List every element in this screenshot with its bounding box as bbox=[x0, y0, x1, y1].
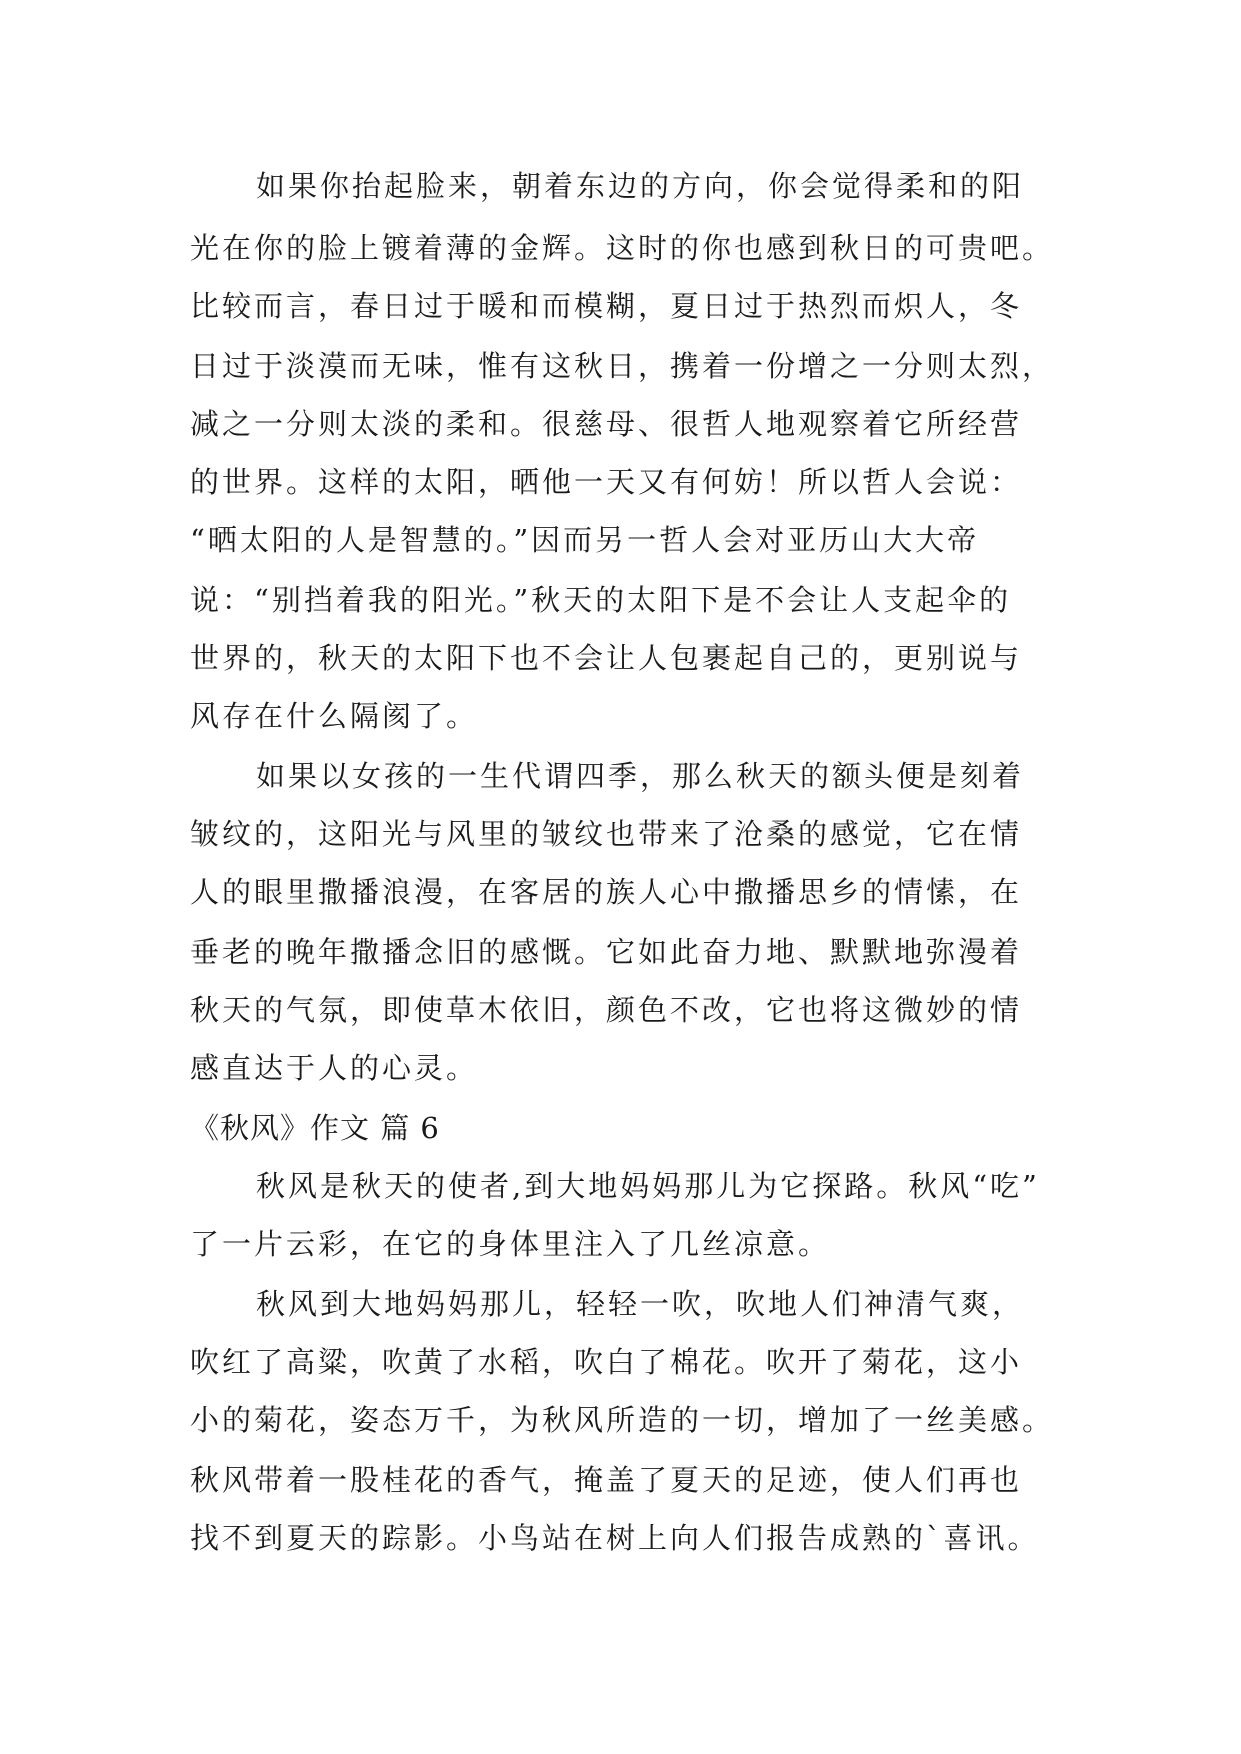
paragraph-line: 秋风到大地妈妈那儿，轻轻一吹，吹地人们神清气爽， bbox=[256, 1287, 1025, 1321]
paragraph-line: 秋风带着一股桂花的香气，掩盖了夏天的足迹，使人们再也 bbox=[190, 1463, 1023, 1497]
paragraph-line: 减之一分则太淡的柔和。很慈母、很哲人地观察着它所经营 bbox=[190, 407, 1023, 441]
paragraph-line: 垂老的晚年撒播念旧的感慨。它如此奋力地、默默地弥漫着 bbox=[190, 935, 1023, 969]
section-heading: 《秋风》作文 篇 6 bbox=[190, 1111, 440, 1145]
paragraph-line: 吹红了高粱，吹黄了水稻，吹白了棉花。吹开了菊花，这小 bbox=[190, 1345, 1023, 1379]
paragraph-line: 风存在什么隔阂了。 bbox=[190, 699, 479, 733]
paragraph-line: 世界的，秋天的太阳下也不会让人包裹起自己的，更别说与 bbox=[190, 641, 1023, 675]
paragraph-line: 小的菊花，姿态万千，为秋风所造的一切，增加了一丝美感。 bbox=[190, 1403, 1055, 1437]
paragraph-line: 人的眼里撒播浪漫，在客居的族人心中撒播思乡的情愫，在 bbox=[190, 875, 1023, 909]
paragraph-line: 说：“别挡着我的阳光。”秋天的太阳下是不会让人支起伞的 bbox=[190, 583, 1012, 617]
paragraph-line: 的世界。这样的太阳，晒他一天又有何妨！所以哲人会说： bbox=[190, 465, 1023, 499]
paragraph-line: 皱纹的，这阳光与风里的皱纹也带来了沧桑的感觉，它在情 bbox=[190, 817, 1023, 851]
paragraph-line: “晒太阳的人是智慧的。”因而另一哲人会对亚历山大大帝 bbox=[190, 523, 980, 557]
paragraph-line: 找不到夏天的踪影。小鸟站在树上向人们报告成熟的`喜讯。 bbox=[190, 1521, 1040, 1555]
paragraph-line: 秋天的气氛，即使草木依旧，颜色不改，它也将这微妙的情 bbox=[190, 993, 1023, 1027]
paragraph-line: 了一片云彩，在它的身体里注入了几丝凉意。 bbox=[190, 1227, 831, 1261]
paragraph-line: 日过于淡漠而无味，惟有这秋日，携着一份增之一分则太烈， bbox=[190, 349, 1055, 383]
paragraph-line: 如果以女孩的一生代谓四季，那么秋天的额头便是刻着 bbox=[256, 759, 1025, 793]
paragraph-line: 感直达于人的心灵。 bbox=[190, 1051, 479, 1085]
paragraph-line: 光在你的脸上镀着薄的金辉。这时的你也感到秋日的可贵吧。 bbox=[190, 231, 1055, 265]
paragraph-line: 如果你抬起脸来，朝着东边的方向，你会觉得柔和的阳 bbox=[256, 169, 1025, 203]
paragraph-line: 秋风是秋天的使者,到大地妈妈那儿为它探路。秋风“吃” bbox=[256, 1169, 1040, 1203]
paragraph-line: 比较而言，春日过于暖和而模糊，夏日过于热烈而炽人，冬 bbox=[190, 289, 1023, 323]
